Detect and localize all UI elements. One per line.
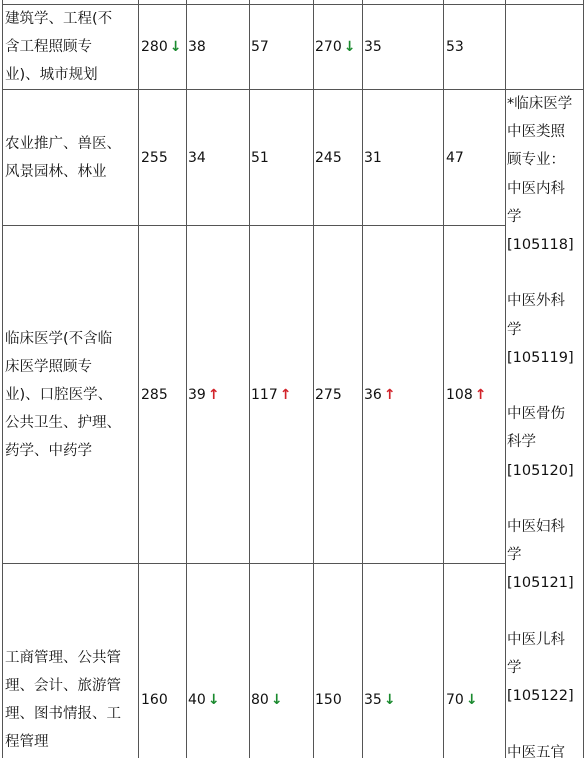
row-2-col-5: 31 bbox=[364, 150, 382, 166]
down-arrow-icon: ↓ bbox=[207, 692, 220, 708]
row-4-col-1: 160 bbox=[141, 692, 168, 708]
row-4-col-2: 40 ↓ bbox=[188, 692, 220, 708]
row-3-col-6: 108 ↑ bbox=[446, 387, 487, 403]
row-4-col-6: 70 ↓ bbox=[446, 692, 478, 708]
row-2-col-4: 245 bbox=[315, 150, 342, 166]
row-4-col-3: 80 ↓ bbox=[251, 692, 283, 708]
row-1-col-1: 280 ↓ bbox=[141, 39, 182, 55]
row-4-col-5: 35 ↓ bbox=[364, 692, 396, 708]
down-arrow-icon: ↓ bbox=[343, 39, 356, 55]
row-3-col-5: 36 ↑ bbox=[364, 387, 396, 403]
up-arrow-icon: ↑ bbox=[383, 387, 396, 403]
row-2-col-2: 34 bbox=[188, 150, 206, 166]
row-3-name: 临床医学(不含临 床医学照顾专 业)、口腔医学、 公共卫生、护理、 药学、中药学 bbox=[5, 331, 121, 459]
row-3-col-4: 275 bbox=[315, 387, 342, 403]
down-arrow-icon: ↓ bbox=[169, 39, 182, 55]
row-2-col-3: 51 bbox=[251, 150, 269, 166]
grid-line bbox=[2, 89, 584, 90]
grid-line bbox=[443, 0, 444, 758]
row-2-col-6: 47 bbox=[446, 150, 464, 166]
row-2-name: 农业推广、兽医、 风景园林、林业 bbox=[5, 136, 121, 180]
row-1-col-5: 35 bbox=[364, 39, 382, 55]
row-1-col-2: 38 bbox=[188, 39, 206, 55]
grid-line bbox=[186, 0, 187, 758]
down-arrow-icon: ↓ bbox=[270, 692, 283, 708]
row-1-name: 建筑学、工程(不 含工程照顾专 业)、城市规划 bbox=[5, 11, 113, 83]
grid-line bbox=[2, 0, 3, 758]
grid-line bbox=[249, 0, 250, 758]
remarks-cell: *临床医学 中医类照 顾专业： 中医内科 学 [105118] 中医外科 学 [105119] 中医骨伤 科学 [105120] 中医妇科 学 [105121] 中医儿科 学 [105122] 中医五官 bbox=[507, 96, 574, 761]
grid-line bbox=[505, 0, 506, 758]
row-1-col-4: 270 ↓ bbox=[315, 39, 356, 55]
row-3-col-1: 285 bbox=[141, 387, 168, 403]
row-4-name: 工商管理、公共管 理、会计、旅游管 理、图书情报、工 程管理 bbox=[5, 650, 121, 750]
row-3-col-2: 39 ↑ bbox=[188, 387, 220, 403]
down-arrow-icon: ↓ bbox=[465, 692, 478, 708]
row-2-col-1: 255 bbox=[141, 150, 168, 166]
grid-line bbox=[2, 563, 506, 564]
grid-line bbox=[313, 0, 314, 758]
row-1-col-6: 53 bbox=[446, 39, 464, 55]
down-arrow-icon: ↓ bbox=[383, 692, 396, 708]
grid-line bbox=[2, 225, 506, 226]
up-arrow-icon: ↑ bbox=[207, 387, 220, 403]
row-4-col-4: 150 bbox=[315, 692, 342, 708]
grid-line bbox=[362, 0, 363, 758]
row-3-col-3: 117 ↑ bbox=[251, 387, 292, 403]
up-arrow-icon: ↑ bbox=[474, 387, 487, 403]
row-1-col-3: 57 bbox=[251, 39, 269, 55]
up-arrow-icon: ↑ bbox=[279, 387, 292, 403]
grid-line bbox=[138, 0, 139, 758]
